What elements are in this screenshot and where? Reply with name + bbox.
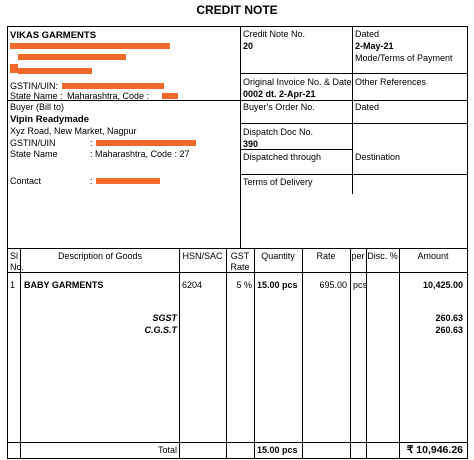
header-hsn: HSN/SAC (182, 251, 223, 261)
row-per: pcs (353, 280, 368, 290)
buyer-gstin-colon: : (90, 138, 93, 148)
seller-gstin-label: GSTIN/UIN: (10, 81, 59, 91)
dated-value: 2-May-21 (355, 41, 394, 51)
other-refs-label: Other References (355, 77, 427, 87)
redaction-mark (10, 43, 170, 49)
redaction-mark (62, 83, 164, 89)
orig-invoice-label: Original Invoice No. & Date. (243, 77, 355, 87)
redaction-mark (96, 178, 160, 184)
redaction-mark (18, 68, 92, 74)
redaction-mark (96, 140, 196, 146)
terms-delivery-label: Terms of Delivery (243, 177, 313, 187)
redaction-mark (18, 54, 126, 60)
seller-state-value: Maharashtra, Code : (67, 91, 150, 101)
buyers-order-label: Buyer's Order No. (243, 102, 315, 112)
header-no: No. (10, 262, 25, 272)
tax-cgst-label: C.G.S.T (144, 325, 177, 335)
row-sl: 1 (10, 280, 16, 290)
buyer-contact-label: Contact (10, 176, 42, 186)
row-quantity: 15.00 pcs (257, 280, 298, 290)
header-rate: Rate (316, 251, 336, 261)
dated-label: Dated (355, 29, 380, 39)
dispatch-doc-label: Dispatch Doc No. (243, 127, 314, 137)
buyer-address: Xyz Road, New Market, Nagpur (10, 126, 137, 136)
orig-invoice-value: 0002 dt. 2-Apr-21 (243, 89, 316, 99)
header-quantity: Quantity (261, 251, 295, 261)
row-rate: 695.00 (319, 280, 347, 290)
mode-terms-label: Mode/Terms of Payment (355, 53, 453, 63)
destination-label: Destination (355, 152, 401, 162)
header-per: per (351, 251, 365, 261)
dispatch-doc-value: 390 (243, 139, 259, 149)
total-quantity: 15.00 pcs (257, 445, 298, 455)
header-sl: Sl (10, 251, 19, 261)
buyer-section-label: Buyer (Bill to) (10, 102, 65, 112)
credit-note-no: 20 (243, 41, 254, 51)
header-disc: Disc. % (367, 251, 398, 261)
total-label: Total (157, 445, 177, 455)
row-description: BABY GARMENTS (24, 280, 104, 290)
buyers-order-dated-label: Dated (355, 102, 380, 112)
row-amount: 10,425.00 (422, 280, 463, 290)
redaction-mark (162, 93, 178, 99)
redaction-mark (10, 64, 18, 73)
credit-note-no-label: Credit Note No. (243, 29, 306, 39)
total-amount: ₹ 10,946.26 (406, 444, 463, 456)
buyer-contact-colon: : (90, 176, 93, 186)
tax-cgst-amount: 260.63 (435, 325, 463, 335)
tax-sgst-amount: 260.63 (435, 313, 463, 323)
header-description: Description of Goods (57, 251, 143, 261)
buyer-state-value: : Maharashtra, Code : 27 (90, 149, 190, 159)
buyer-name: Vipin Readymade (10, 114, 90, 125)
buyer-gstin-label: GSTIN/UIN (10, 138, 56, 148)
seller-name: VIKAS GARMENTS (10, 30, 97, 41)
buyer-state-label: State Name (10, 149, 58, 159)
header-amount: Amount (417, 251, 449, 261)
row-hsn: 6204 (182, 280, 203, 290)
dispatched-through-label: Dispatched through (243, 152, 322, 162)
header-gst: GST (230, 251, 250, 261)
tax-sgst-label: SGST (152, 313, 177, 323)
page-title: CREDIT NOTE (196, 3, 278, 17)
seller-state-label: State Name : (10, 91, 63, 101)
row-gst: 5 % (236, 280, 252, 290)
header-gst-rate: Rate (230, 262, 250, 272)
